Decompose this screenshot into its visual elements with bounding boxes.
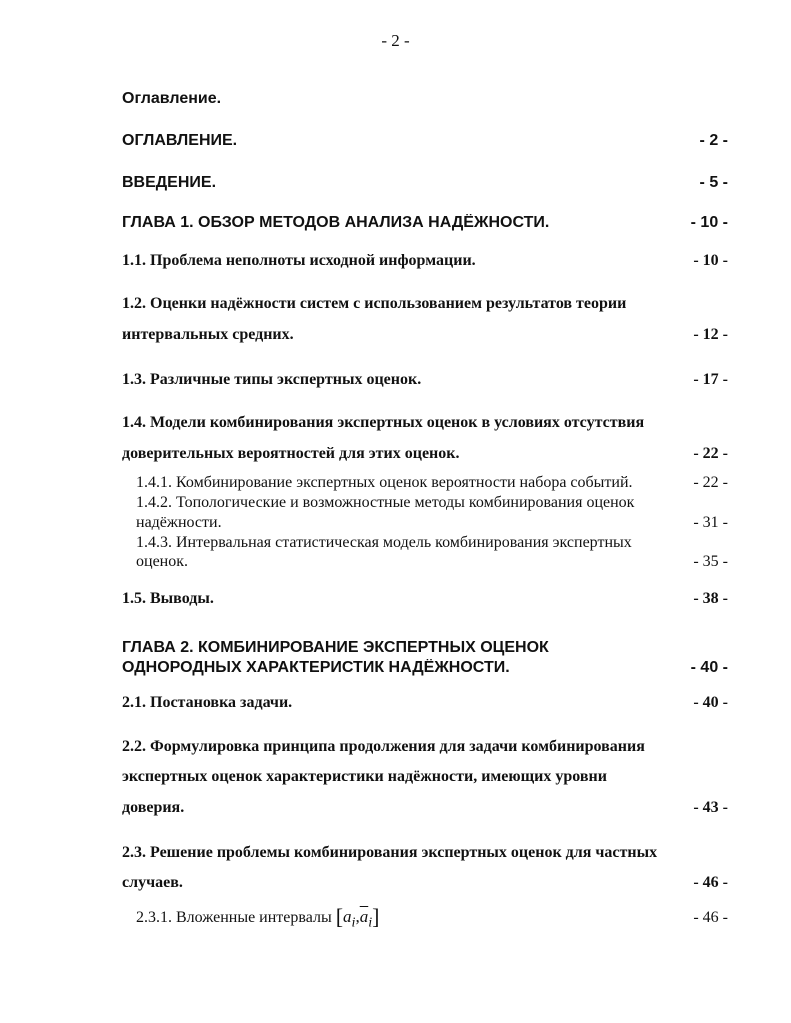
toc-entry-page: - 10 - xyxy=(693,252,728,269)
toc-entry-page: - 46 - xyxy=(693,909,728,926)
interval-formula: $[a_i,\overline{a}_i]$ xyxy=(335,904,380,931)
toc-entry-section-2-1[interactable] xyxy=(122,694,728,712)
toc-entry-title: 1.3. Различные типы экспертных оценок. xyxy=(122,371,422,388)
toc-entry-section-2-2[interactable] xyxy=(122,799,728,817)
toc-entry-page: - 35 - xyxy=(693,553,728,570)
toc-entry-page: - 10 - xyxy=(690,214,728,231)
toc-entry-subsection-1-4-1[interactable] xyxy=(136,474,728,492)
toc-entry-section-1-4-line1[interactable]: 1.4. Модели комбинирования экспертных оценок в условиях отсутствия xyxy=(122,414,645,431)
toc-entry-oglavlenie[interactable] xyxy=(122,132,728,150)
toc-entry-subsection-1-4-3[interactable] xyxy=(136,553,728,571)
toc-entry-title: ВВЕДЕНИЕ. xyxy=(122,174,217,191)
formula-lower-bound: a xyxy=(343,907,352,926)
toc-entry-title: 1.1. Проблема неполноты исходной информации. xyxy=(122,252,476,269)
formula-upper-bound: $\overline{a}$ xyxy=(359,907,369,926)
toc-entry-subsection-1-4-2-line1[interactable]: 1.4.2. Топологические и возможностные методы комбинирования оценок xyxy=(136,494,635,511)
toc-entry-page: - 31 - xyxy=(693,514,728,531)
formula-subscript: i xyxy=(351,914,356,931)
toc-entry-section-1-3[interactable] xyxy=(122,371,728,389)
toc-entry-page: - 46 - xyxy=(693,874,728,891)
toc-entry-page: - 2 - xyxy=(699,132,728,149)
toc-entry-subsection-2-3-1[interactable] xyxy=(136,904,728,931)
toc-entry-page: - 12 - xyxy=(693,326,728,343)
toc-entry-title: 1.5. Выводы. xyxy=(122,590,214,607)
toc-entry-chapter-2-line1[interactable]: ГЛАВА 2. КОМБИНИРОВАНИЕ ЭКСПЕРТНЫХ ОЦЕНОК xyxy=(122,639,549,656)
toc-heading: Оглавление. xyxy=(122,90,222,107)
toc-entry-chapter-2[interactable] xyxy=(122,659,728,677)
toc-entry-title: 2.1. Постановка задачи. xyxy=(122,694,293,711)
toc-entry-title: доверительных вероятностей для этих оценок. xyxy=(122,445,460,462)
toc-entry-section-1-1[interactable] xyxy=(122,252,728,270)
toc-entry-subsection-1-4-2[interactable] xyxy=(136,514,728,532)
toc-entry-page: - 43 - xyxy=(693,799,728,816)
toc-entry-section-2-3[interactable] xyxy=(122,874,728,892)
toc-entry-page: - 22 - xyxy=(693,474,728,491)
toc-entry-title: интервальных средних. xyxy=(122,326,294,343)
toc-entry-section-1-5[interactable] xyxy=(122,590,728,608)
toc-entry-page: - 40 - xyxy=(690,659,728,676)
toc-entry-title: ОДНОРОДНЫХ ХАРАКТЕРИСТИК НАДЁЖНОСТИ. xyxy=(122,659,510,676)
toc-entry-page: - 40 - xyxy=(693,694,728,711)
toc-entry-subsection-1-4-3-line1[interactable]: 1.4.3. Интервальная статистическая модель комбинирования экспертных xyxy=(136,534,632,551)
formula-subscript: i xyxy=(368,914,373,931)
toc-entry-page: - 17 - xyxy=(693,371,728,388)
toc-entry-title: 2.3.1. Вложенные интервалы xyxy=(136,909,332,926)
toc-entry-page: - 38 - xyxy=(693,590,728,607)
toc-entry-chapter-1[interactable] xyxy=(122,214,728,232)
toc-entry-title: доверия. xyxy=(122,799,185,816)
toc-entry-title: оценок. xyxy=(136,553,188,570)
toc-entry-page: - 22 - xyxy=(693,445,728,462)
toc-entry-title: надёжности. xyxy=(136,514,222,531)
toc-entry-section-2-2-line2[interactable]: экспертных оценок характеристики надёжности, имеющих уровни xyxy=(122,768,607,785)
toc-entry-section-2-2-line1[interactable]: 2.2. Формулировка принципа продолжения для задачи комбинирования xyxy=(122,738,645,755)
toc-entry-page: - 5 - xyxy=(699,174,728,191)
toc-entry-section-1-2-line1[interactable]: 1.2. Оценки надёжности систем с использованием результатов теории xyxy=(122,295,627,312)
toc-entry-section-1-2[interactable] xyxy=(122,326,728,344)
toc-entry-title: 1.4.1. Комбинирование экспертных оценок вероятности набора событий. xyxy=(136,474,633,491)
toc-entry-section-1-4[interactable] xyxy=(122,445,728,463)
toc-entry-title: случаев. xyxy=(122,874,183,891)
toc-entry-title: ОГЛАВЛЕНИЕ. xyxy=(122,132,238,149)
toc-entry-vvedenie[interactable] xyxy=(122,174,728,192)
toc-entry-title: ГЛАВА 1. ОБЗОР МЕТОДОВ АНАЛИЗА НАДЁЖНОСТИ. xyxy=(122,214,550,231)
page-number: - 2 - xyxy=(381,31,410,50)
toc-entry-section-2-3-line1[interactable]: 2.3. Решение проблемы комбинирования экспертных оценок для частных xyxy=(122,844,658,861)
